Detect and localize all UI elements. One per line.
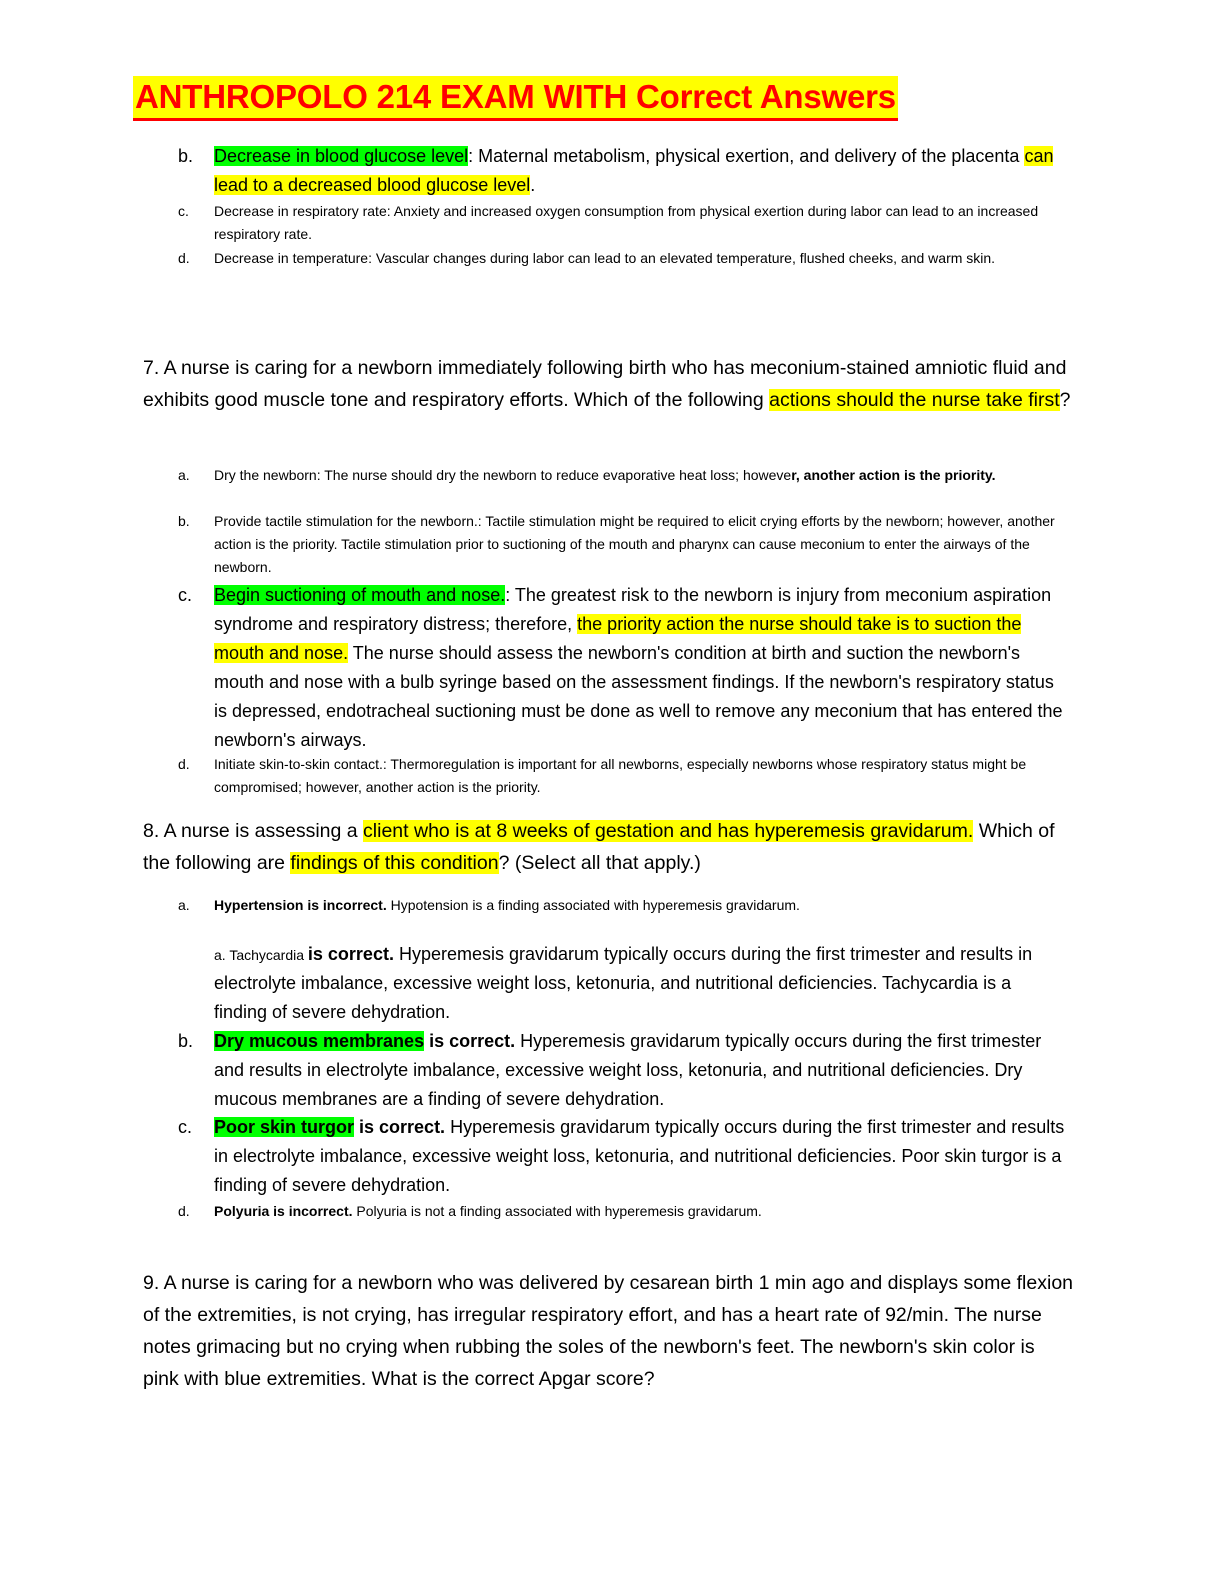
stem-highlight: actions should the nurse take first (769, 389, 1060, 411)
q8-option-a-tachycardia (178, 940, 1068, 1027)
option-text: Initiate skin-to-skin contact.: Thermoregulation is important for all newborns, especially newborns whose respiratory status might be compromised; however, another action is the priority. (214, 756, 1027, 795)
q8-option-c (178, 1113, 1068, 1200)
option-bold-text: is correct. (307, 944, 394, 964)
q8-option-a (178, 894, 1068, 917)
stem-highlight: findings of this condition (290, 852, 499, 874)
q7-option-c (178, 581, 1068, 755)
answer-highlight: Dry mucous membranes (214, 1031, 425, 1051)
option-bold-text: is correct. (424, 1031, 516, 1051)
rationale-text: The nurse should assess the newborn's condition at birth and suction the newborn's mouth and nose with a bulb syringe based on the assessment findings. If the newborn's respiratory status is depressed, endotracheal suctioning must be done as well to remove any meconium that has entered the newborn's airways. (214, 643, 1063, 750)
stem-text: Which of the following are (143, 820, 1055, 874)
option-bold-text: Polyuria is incorrect. (214, 1203, 353, 1219)
option-bold-text: is correct. (354, 1117, 446, 1137)
option-text: Provide tactile stimulation for the newborn.: Tactile stimulation might be required to elicit crying efforts by the newborn; however, another action is the priority. Tactile stimulation prior to suctioning of the mouth and pharynx can cause meconium to enter the airways of the newborn. (214, 513, 1055, 575)
option-text: Decrease in temperature: Vascular changes during labor can lead to an elevated temperature, flushed cheeks, and warm skin. (214, 250, 996, 266)
option-letter: b. (178, 146, 194, 166)
stem-end: ? (1059, 389, 1071, 411)
option-letter: c. (178, 585, 193, 605)
option-text: Dry the newborn: The nurse should dry the newborn to reduce evaporative heat loss; howeve (214, 467, 792, 483)
q6-option-d (178, 247, 1068, 270)
q8-option-b (178, 1027, 1068, 1114)
document-title: ANTHROPOLO 214 EXAM WITH Correct Answers (133, 76, 898, 121)
option-text: Hyperemesis gravidarum typically occurs during the first trimester and results in electrolyte imbalance, excessive weight loss, ketonuria, and nutritional deficiencies. Poor skin turgor is a finding of severe dehydration. (214, 1117, 1065, 1195)
option-letter: c. (178, 1117, 193, 1137)
answer-highlight: Poor skin turgor (214, 1117, 355, 1137)
question-8-stem (143, 815, 1073, 879)
stem-highlight: client who is at 8 weeks of gestation and has hyperemesis gravidarum. (363, 820, 974, 842)
option-text: Hyperemesis gravidarum typically occurs during the first trimester and results in electrolyte imbalance, excessive weight loss, ketonuria, and nutritional deficiencies. Dry mucous membranes are a finding of severe dehydration. (214, 1031, 1042, 1109)
option-text: Decrease in respiratory rate: Anxiety and increased oxygen consumption from physical exertion during labor can lead to an increased respiratory rate. (214, 203, 1039, 242)
stem-text: 7. A nurse is caring for a newborn immediately following birth who has meconium-stained amniotic fluid and exhibits good muscle tone and respiratory efforts. Which of the following (143, 357, 1067, 411)
rationale-end: . (530, 175, 536, 195)
q7-option-b (178, 510, 1068, 579)
option-letter: a. (178, 897, 190, 913)
rationale-text: : The greatest risk to the newborn is injury from meconium aspiration syndrome and respiratory distress; therefore, (214, 585, 1052, 634)
option-letter: a. (178, 467, 190, 483)
option-text: Hyperemesis gravidarum typically occurs during the first trimester and results in electrolyte imbalance, excessive weight loss, ketonuria, and nutritional deficiencies. Tachycardia is a finding of severe dehydration. (214, 944, 1033, 1022)
stem-end: ? (Select all that apply.) (498, 852, 701, 874)
option-text: Hypotension is a finding associated with hyperemesis gravidarum. (386, 897, 800, 913)
option-bold-text: r, another action is the priority. (791, 467, 996, 483)
q7-option-a (178, 464, 1068, 487)
q6-option-b (178, 142, 1068, 200)
option-letter: c. (178, 203, 189, 219)
rationale-text: : Maternal metabolism, physical exertion, and delivery of the placenta (468, 146, 1025, 166)
key-phrase-highlight: can lead to a decreased blood glucose level (214, 146, 1054, 195)
option-letter: d. (178, 1203, 190, 1219)
option-bold-text: Hypertension is incorrect. (214, 897, 387, 913)
answer-highlight: Begin suctioning of mouth and nose. (214, 585, 506, 605)
stem-text: 8. A nurse is assessing a (143, 820, 364, 842)
answer-highlight: Decrease in blood glucose level (214, 146, 469, 166)
q6-option-c (178, 200, 1068, 246)
option-text: Polyuria is not a finding associated with hyperemesis gravidarum. (352, 1203, 762, 1219)
option-prefix: a. Tachycardia (214, 947, 308, 963)
option-letter: b. (178, 513, 190, 529)
option-letter: d. (178, 250, 190, 266)
q7-option-d (178, 753, 1068, 799)
question-7-stem (143, 352, 1073, 416)
question-9-stem: 9. A nurse is caring for a newborn who was delivered by cesarean birth 1 min ago and displays some flexion of the extremities, is not crying, has irregular respiratory effort, and has a heart rate of 92/min. The nurse notes grimacing but no crying when rubbing the soles of the newborn's feet. The newborn's skin color is pink with blue extremities. What is the correct Apgar score? (143, 1272, 1074, 1390)
option-letter: b. (178, 1031, 194, 1051)
q8-option-d (178, 1200, 1068, 1223)
key-phrase-highlight: the priority action the nurse should take is to suction the mouth and nose. (214, 614, 1022, 663)
option-letter: d. (178, 756, 190, 772)
